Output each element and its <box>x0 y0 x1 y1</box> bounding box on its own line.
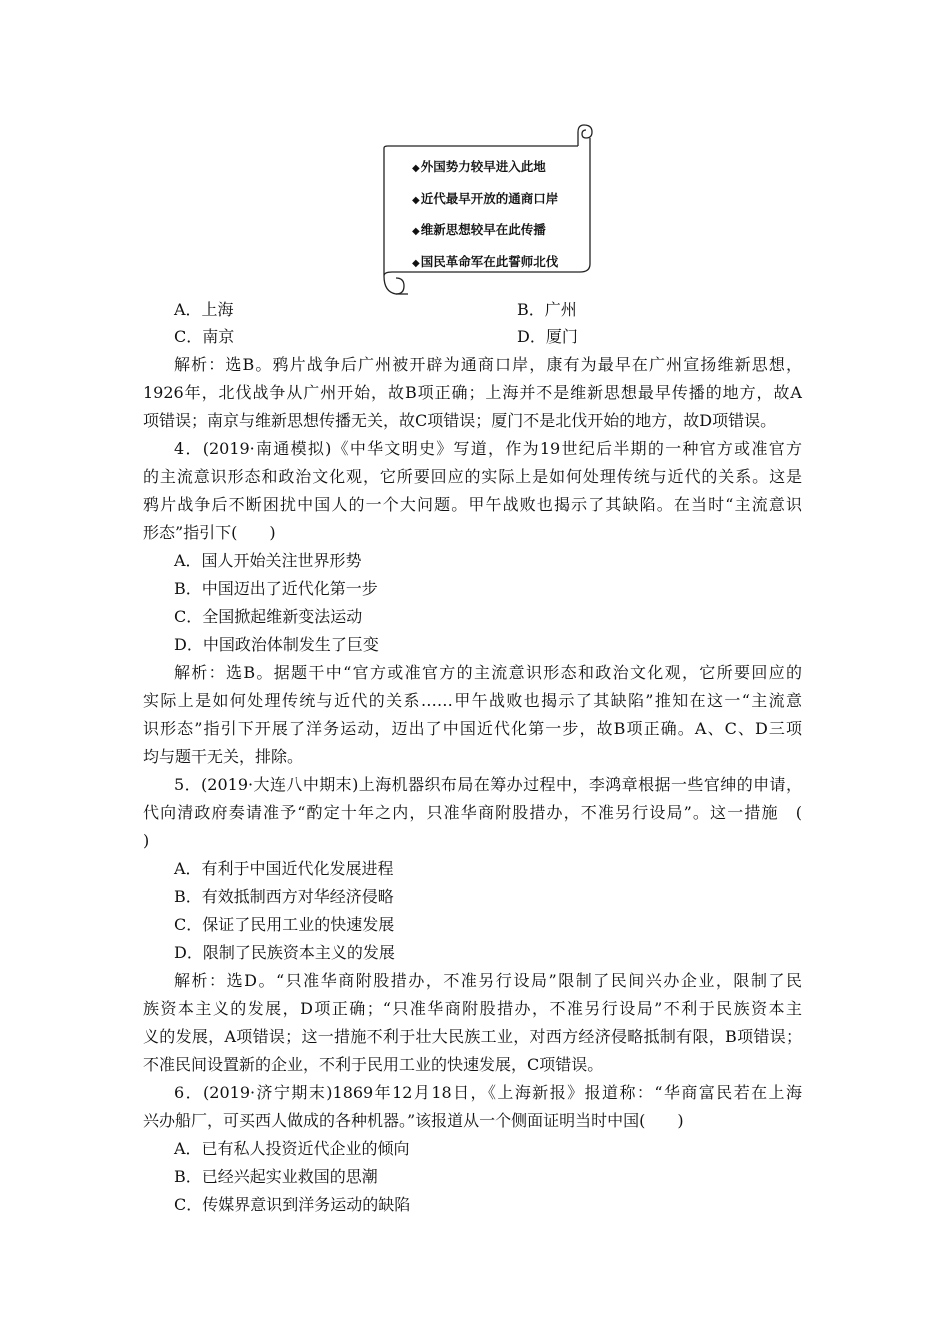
q4-analysis-line: 均与题干无关，排除。 <box>143 747 304 766</box>
q5-analysis-line: 义的发展，A项错误；这一措施不利于壮大民族工业，对西方经济侵略抵制有限，B项错误； <box>143 1027 802 1046</box>
q4-analysis-line: 实际上是如何处理传统与近代的关系……甲午战败也揭示了其缺陷”推知在这一“主流意 <box>143 691 802 710</box>
q4-option: C．全国掀起维新变法运动 <box>174 607 363 626</box>
q5-option: C．保证了民用工业的快速发展 <box>174 915 395 934</box>
q6-stem-line: 6．(2019·济宁期末)1869年12月18日，《上海新报》报道称：“华商富民若在上海 <box>174 1083 802 1102</box>
q3-analysis-line: 项错误；南京与维新思想传播无关，故C项错误；厦门不是北伐开始的地方，故D项错误。 <box>143 411 777 430</box>
q6-stem-line: 兴办船厂，可买西人做成的各种机器。”该报道从一个侧面证明当时中国( ) <box>143 1111 684 1130</box>
q3-option-c: C．南京 <box>174 327 235 346</box>
scroll-clue-item: ◆ 维新思想较早在此传播 <box>412 215 558 247</box>
q4-stem-line: 的主流意识形态和政治文化观，它所要回应的实际上是如何处理传统与近代的关系。这是 <box>143 467 802 486</box>
scroll-clue-item: ◆ 外国势力较早进入此地 <box>412 152 558 184</box>
q3-option-a: A．上海 <box>174 300 234 319</box>
q4-option: D．中国政治体制发生了巨变 <box>174 635 379 654</box>
q5-analysis-line: 不准民间设置新的企业，不利于民用工业的快速发展，C项错误。 <box>143 1055 604 1074</box>
q4-analysis-line: 解析：选B。据题干中“官方或准官方的主流意识形态和政治文化观，它所要回应的 <box>174 663 802 682</box>
scroll-figure <box>378 122 604 298</box>
q3-analysis-line: 1926年，北伐战争从广州开始，故B项正确；上海并不是维新思想最早传播的地方，故A <box>143 383 802 402</box>
q5-analysis-line: 解析：选D。“只准华商附股措办，不准另行设局”限制了民间兴办企业，限制了民 <box>174 971 802 990</box>
q3-option-b: B．广州 <box>517 300 577 319</box>
q5-stem-line: ) <box>143 831 150 850</box>
scroll-clue-item: ◆ 国民革命军在此誓师北伐 <box>412 247 558 279</box>
q5-analysis-line: 族资本主义的发展，D项正确；“只准华商附股措办，不准另行设局”不利于民族资本主 <box>143 999 802 1018</box>
q5-stem-line: 代向清政府奏请准予“酌定十年之内，只准华商附股措办，不准另行设局”。这一措施 ( <box>143 803 802 822</box>
q5-option: A．有利于中国近代化发展进程 <box>174 859 394 878</box>
q3-option-d: D．厦门 <box>517 327 578 346</box>
q6-option: B．已经兴起实业救国的思潮 <box>174 1167 378 1186</box>
q6-option: A．已有私人投资近代企业的倾向 <box>174 1139 410 1158</box>
q4-option: B．中国迈出了近代化第一步 <box>174 579 378 598</box>
q5-option: D．限制了民族资本主义的发展 <box>174 943 395 962</box>
scroll-clue-item: ◆ 近代最早开放的通商口岸 <box>412 184 558 216</box>
q4-stem-line: 4．(2019·南通模拟)《中华文明史》写道，作为19世纪后半期的一种官方或准官方 <box>174 439 802 458</box>
q4-option: A．国人开始关注世界形势 <box>174 551 362 570</box>
q5-stem-line: 5．(2019·大连八中期末)上海机器织布局在筹办过程中，李鸿章根据一些官绅的申请， <box>174 775 802 794</box>
q4-analysis-line: 识形态”指引下开展了洋务运动，迈出了中国近代化第一步，故B项正确。A、C、D三项 <box>143 719 802 738</box>
scroll-clue-list <box>412 152 558 278</box>
q4-stem-line: 鸦片战争后不断困扰中国人的一个大问题。甲午战败也揭示了其缺陷。在当时“主流意识 <box>143 495 802 514</box>
q6-option: C．传媒界意识到洋务运动的缺陷 <box>174 1195 411 1214</box>
q5-option: B．有效抵制西方对华经济侵略 <box>174 887 394 906</box>
q4-stem-line: 形态”指引下( ) <box>143 523 276 542</box>
q3-analysis-line: 解析：选B。鸦片战争后广州被开辟为通商口岸，康有为最早在广州宣扬维新思想， <box>174 355 802 374</box>
